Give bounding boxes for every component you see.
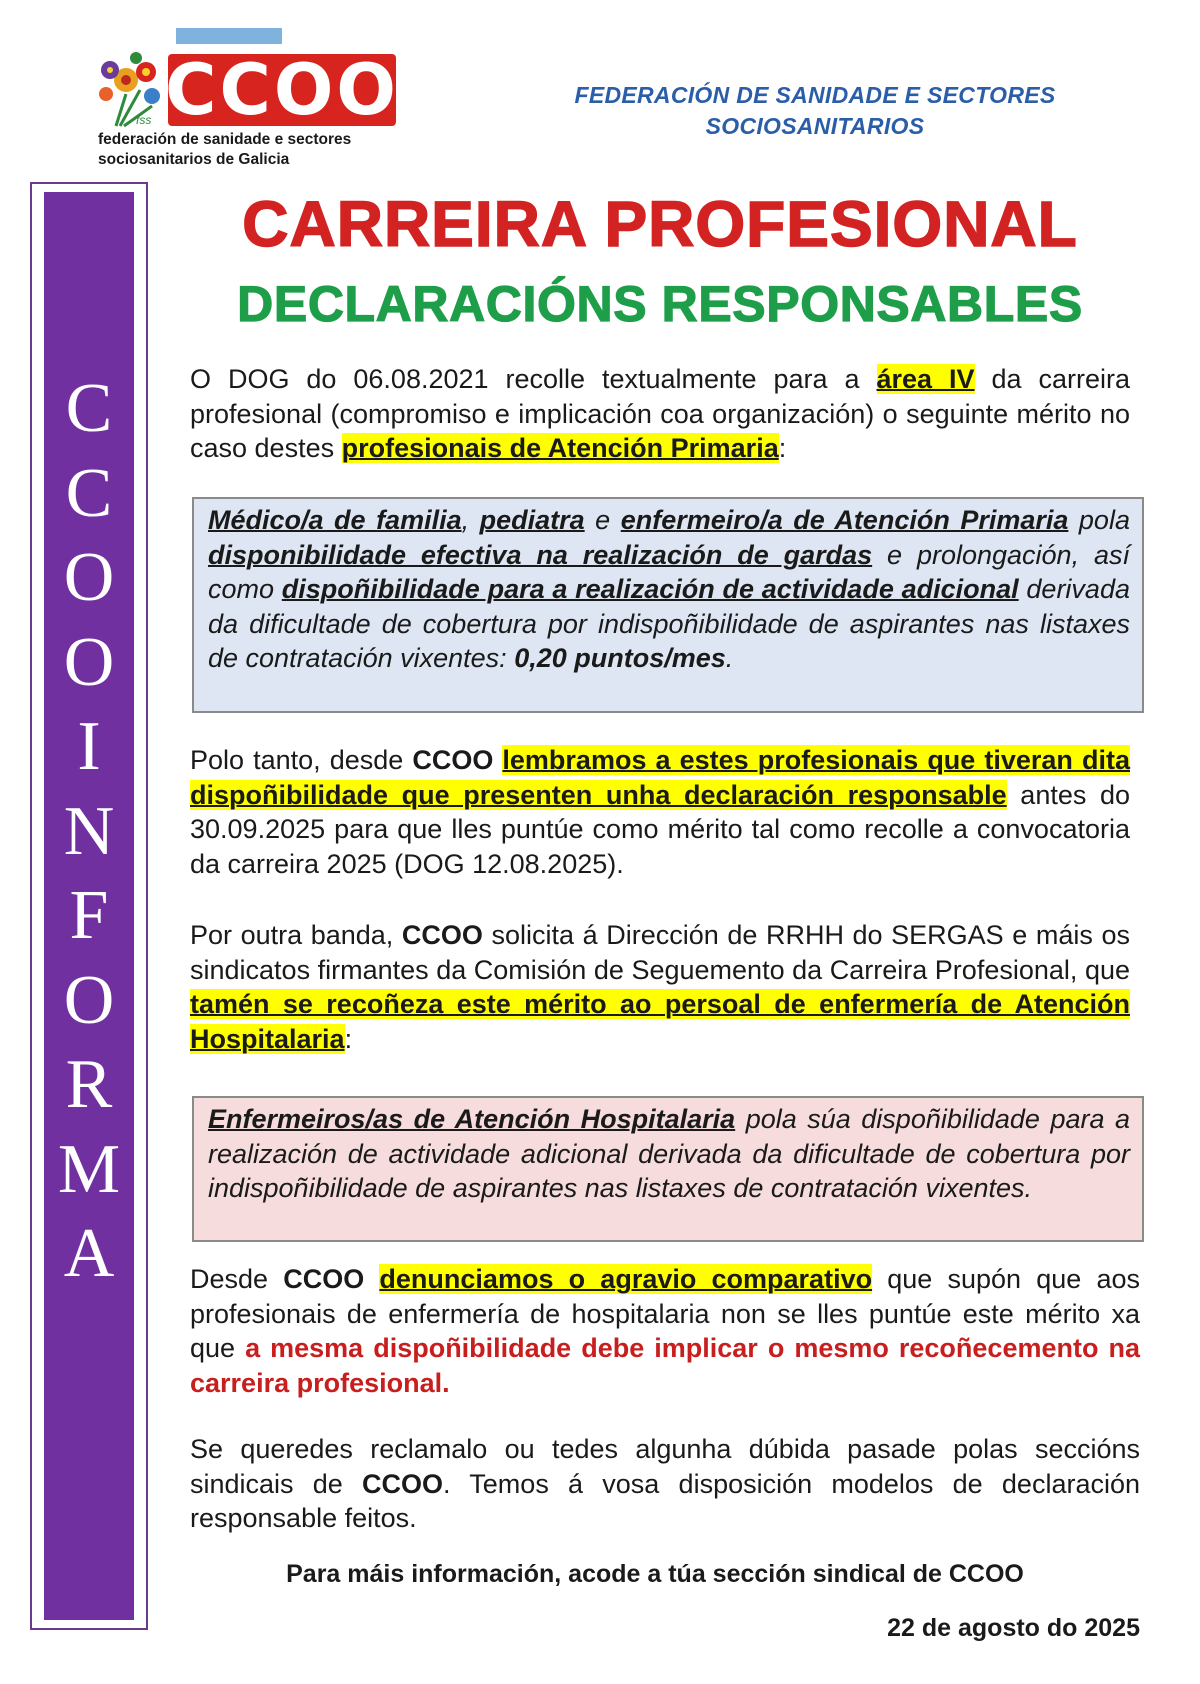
remind-text-3: antes do 30.09.2025 para que lles puntúe como mérito tal como recolle a convocatoria da carreira 2025 (DOG 12.08.2025). — [190, 779, 1130, 879]
sidebar-letter: C — [65, 454, 113, 532]
sidebar-letter: M — [57, 1130, 121, 1208]
merit-additional-activity: dispoñibilidade para a realización de actividade adicional — [281, 574, 1019, 604]
logo-caption-line-2: sociosanitarios de Galicia — [98, 151, 290, 168]
hospital-merit-box — [192, 1096, 1144, 1242]
logo-blue-bar — [176, 28, 282, 44]
ccoo-informa-sidebar — [30, 182, 148, 1630]
highlight-primary-care: profesionais de Atención Primaria — [341, 433, 779, 463]
request-text-2: solicita á Dirección de RRHH do SERGAS e máis os sindicatos firmantes da Comisión de Seguemento da Carreira Profesional, que — [190, 920, 1130, 985]
sidebar-letter: O — [63, 961, 115, 1039]
intro-text-3: : — [778, 433, 787, 463]
federation-line-2: SOCIOSANITARIOS — [705, 113, 925, 139]
footer-info-note: Para máis información, acode a túa sección sindical de CCOO — [286, 1560, 1024, 1588]
merit-nurse-primary: enfermeiro/a de Atención Primaria — [620, 505, 1069, 535]
merit-hospital-nurses: Enfermeiros/as de Atención Hospitalaria — [208, 1104, 736, 1134]
intro-paragraph — [190, 362, 1130, 466]
denounce-paragraph — [190, 1262, 1140, 1400]
sidebar-vertical-text — [44, 367, 134, 1297]
highlight-remind: lembramos a estes profesionais que tiveran dita dispoñibilidade que presenten unha declaración responsable — [190, 745, 1130, 810]
merit-text: e prolongación, así como — [208, 539, 1130, 604]
denounce-text-1: Desde — [190, 1264, 284, 1294]
denounce-space — [364, 1264, 379, 1294]
remind-text-1: Polo tanto, desde — [190, 745, 413, 775]
sidebar-letter: O — [63, 539, 115, 616]
flower-logo-icon — [96, 50, 166, 128]
remind-ccoo: CCOO — [412, 745, 494, 775]
merit-text: derivada da dificultade de cobertura por indispoñibilidade de aspirantes nas listaxes de contratación vixentes: — [208, 574, 1130, 673]
remind-paragraph — [190, 743, 1130, 881]
sidebar-letter: O — [63, 623, 115, 701]
merit-text: , — [461, 505, 480, 535]
merit-text: e — [584, 505, 621, 535]
denounce-red-statement: a mesma dispoñibilidade debe implicar o mesmo recoñecemento na carreira profesional. — [190, 1333, 1140, 1398]
contact-ccoo: CCOO — [362, 1468, 444, 1499]
logo-text: CCOO — [165, 49, 399, 131]
merit-text: pola — [1068, 505, 1130, 535]
request-text-3: : — [344, 1023, 353, 1054]
sidebar-letter: I — [77, 708, 101, 785]
federation-line-1: FEDERACIÓN DE SANIDADE E SECTORES — [574, 82, 1056, 108]
sidebar-letter: R — [65, 1046, 113, 1123]
contact-text-2: . Temos á vosa disposición modelos de declaración responsable feitos. — [190, 1468, 1140, 1533]
logo-badge: fss — [136, 113, 152, 127]
page-title: CARREIRA PROFESIONAL — [242, 188, 1078, 260]
sidebar-panel — [44, 192, 134, 1620]
sidebar-letter: A — [63, 1215, 115, 1292]
merit-pediatrician: pediatra — [479, 505, 585, 535]
sidebar-letter: N — [63, 792, 115, 870]
page-subtitle: DECLARACIÓNS RESPONSABLES — [237, 276, 1083, 332]
highlight-area-iv: área IV — [876, 364, 975, 394]
sidebar-letter: C — [65, 370, 113, 447]
merit-family-doctor: Médico/a de familia — [208, 505, 462, 535]
federation-name — [500, 80, 1130, 142]
highlight-request: tamén se recoñeza este mérito ao persoal de enfermería de Atención Hospitalaria — [190, 989, 1130, 1054]
request-ccoo: CCOO — [401, 920, 483, 950]
highlight-denounce: denunciamos o agravio comparativo — [379, 1264, 873, 1294]
merit-points: 0,20 puntos/mes — [514, 643, 726, 673]
intro-text-1: O DOG do 06.08.2021 recolle textualmente para a — [190, 364, 877, 394]
logo-caption — [98, 130, 418, 170]
footer-date: 22 de agosto do 2025 — [887, 1614, 1140, 1642]
request-paragraph — [190, 918, 1130, 1056]
sidebar-letter: F — [69, 877, 109, 954]
logo-caption-line-1: federación de sanidade e sectores — [98, 131, 352, 148]
contact-paragraph — [190, 1432, 1140, 1536]
primary-care-merit-box — [192, 497, 1144, 713]
intro-text-2: da carreira profesional (compromiso e implicación coa organización) o seguinte mérito no caso destes — [190, 364, 1130, 463]
denounce-ccoo: CCOO — [283, 1264, 365, 1294]
contact-text-1: Se queredes reclamalo ou tedes algunha dúbida pasade polas seccións sindicais de — [190, 1434, 1140, 1499]
denounce-text-3: que supón que aos profesionais de enfermería de hospitalaria non se lles puntúe este mérito xa que — [190, 1264, 1140, 1363]
logo-red-box — [165, 49, 399, 131]
merit-guard-availability: disponibilidade efectiva na realización de gardas — [208, 539, 873, 570]
merit-text: . — [725, 643, 734, 673]
request-text-1: Por outra banda, — [190, 920, 402, 950]
merit-hospital-text: pola súa dispoñibilidade para a realización de actividade adicional derivada da dificultade de cobertura por indispoñibilidade de aspirantes nas listaxes de contratación vixentes. — [208, 1104, 1131, 1203]
ccoo-logo — [96, 50, 400, 130]
